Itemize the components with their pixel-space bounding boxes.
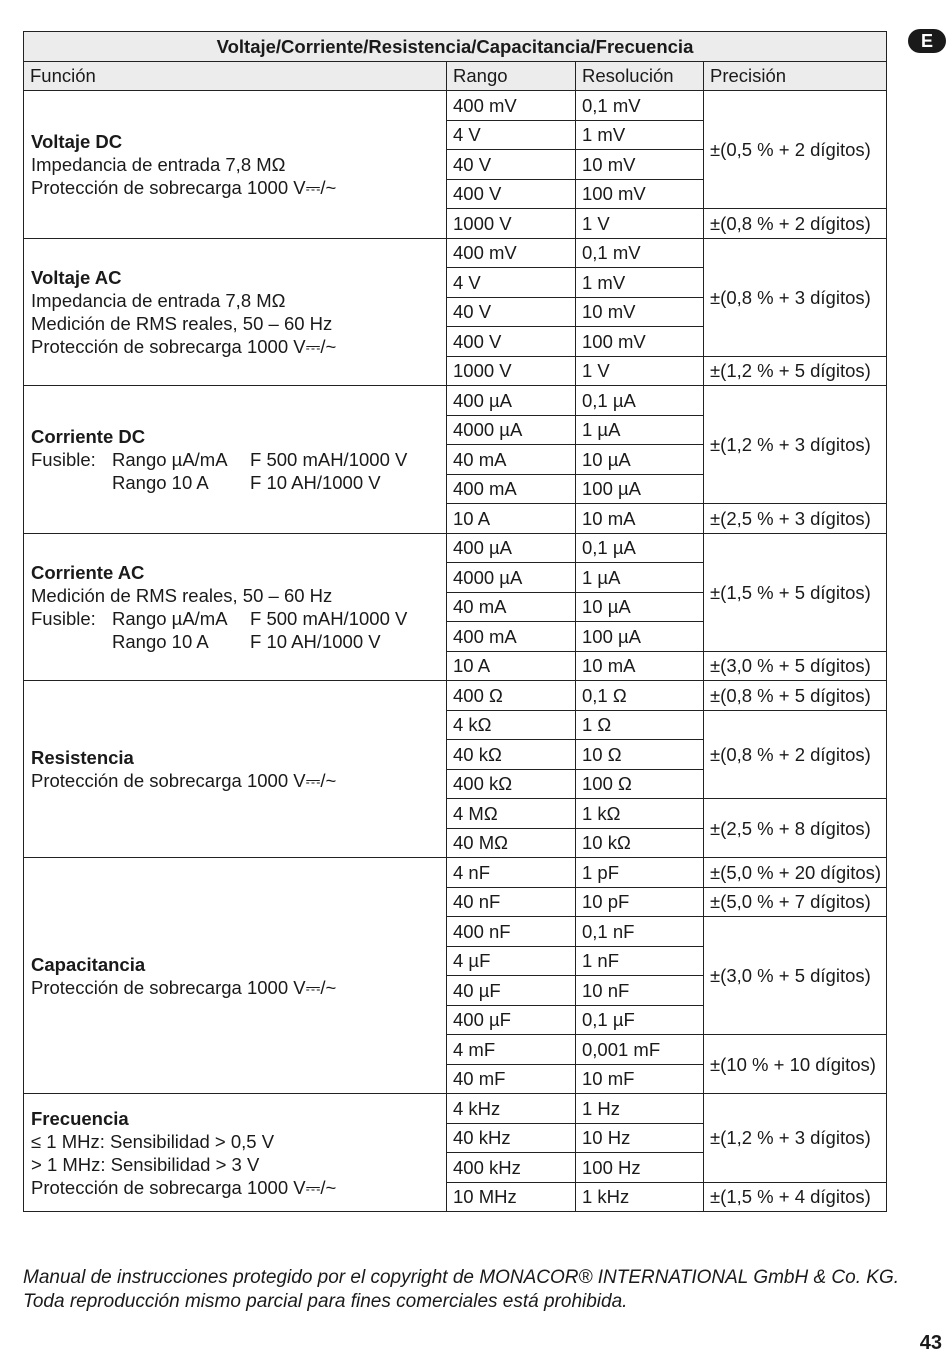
fuse-detail: Rango 10 A [112,630,209,652]
range-cell: 400 mV [447,238,576,268]
resolution-cell: 100 mV [576,179,704,209]
range-cell: 40 mF [447,1064,576,1094]
resolution-cell: 1 V [576,356,704,386]
precision-cell: ±(1,5 % + 4 dígitos) [704,1182,887,1212]
range-cell: 1000 V [447,209,576,239]
range-cell: 10 A [447,504,576,534]
range-cell: 4 nF [447,858,576,888]
precision-cell: ±(2,5 % + 8 dígitos) [704,799,887,858]
copyright-note: Manual de instrucciones protegido por el copyright de MONACOR® INTERNATIONAL GmbH & Co. KG. Toda reproducción mismo parcial para fines comerciales está prohibida. [23,1267,900,1312]
range-cell: 4000 µA [447,563,576,593]
precision-cell: ±(0,8 % + 5 dígitos) [704,681,887,711]
range-cell: 400 V [447,327,576,357]
header-rango: Rango [447,61,576,91]
resolution-cell: 10 µA [576,445,704,475]
precision-cell: ±(3,0 % + 5 dígitos) [704,917,887,1035]
resolution-cell: 10 kΩ [576,828,704,858]
resolution-cell: 0,1 µF [576,1005,704,1035]
range-cell: 400 mV [447,91,576,121]
resolution-cell: 1 kΩ [576,799,704,829]
language-badge: E [908,29,946,53]
resolution-cell: 0,001 mF [576,1035,704,1065]
function-detail: Protección de sobrecarga 1000 V⎓/~ [31,335,337,357]
range-cell: 40 nF [447,887,576,917]
fuse-detail: F 500 mAH/1000 V [250,448,408,470]
table-row [24,533,887,563]
function-cell [24,238,447,386]
resolution-cell: 1 pF [576,858,704,888]
resolution-cell: 0,1 Ω [576,681,704,711]
range-cell: 4 µF [447,946,576,976]
fuse-detail: Rango µA/mA [112,607,228,629]
resolution-cell: 10 Hz [576,1123,704,1153]
resolution-cell: 1 nF [576,946,704,976]
spec-table-body [24,32,887,1212]
function-detail: Protección de sobrecarga 1000 V⎓/~ [31,1176,337,1198]
resolution-cell: 1 V [576,209,704,239]
fuse-detail: Fusible: [31,607,96,629]
precision-cell: ±(1,5 % + 5 dígitos) [704,533,887,651]
resolution-cell: 1 kHz [576,1182,704,1212]
resolution-cell: 10 µA [576,592,704,622]
precision-cell: ±(3,0 % + 5 dígitos) [704,651,887,681]
resolution-cell: 1 µA [576,415,704,445]
precision-cell: ±(1,2 % + 3 dígitos) [704,386,887,504]
fuse-line [31,607,446,630]
header-precision: Precisión [704,61,887,91]
resolution-cell: 10 mV [576,297,704,327]
range-cell: 400 kΩ [447,769,576,799]
table-title-row [24,32,887,62]
fuse-line [31,471,446,494]
resolution-cell: 1 Ω [576,710,704,740]
range-cell: 400 V [447,179,576,209]
precision-cell: ±(10 % + 10 dígitos) [704,1035,887,1094]
range-cell: 400 µA [447,386,576,416]
resolution-cell: 10 mF [576,1064,704,1094]
function-name: Corriente AC [31,561,145,583]
function-name: Frecuencia [31,1107,129,1129]
range-cell: 400 mA [447,622,576,652]
range-cell: 4 V [447,120,576,150]
range-cell: 40 mA [447,592,576,622]
fuse-line [31,630,446,653]
resolution-cell: 10 mV [576,150,704,180]
table-row [24,858,887,888]
resolution-cell: 1 mV [576,120,704,150]
range-cell: 40 MΩ [447,828,576,858]
precision-cell: ±(0,8 % + 2 dígitos) [704,710,887,799]
range-cell: 4 V [447,268,576,298]
table-row [24,386,887,416]
resolution-cell: 0,1 µA [576,533,704,563]
header-resolucion: Resolución [576,61,704,91]
table-title: Voltaje/Corriente/Resistencia/Capacitancia/Frecuencia [24,32,887,62]
resolution-cell: 1 mV [576,268,704,298]
range-cell: 400 nF [447,917,576,947]
resolution-cell: 10 nF [576,976,704,1006]
range-cell: 40 V [447,297,576,327]
table-row [24,1094,887,1124]
precision-cell: ±(0,8 % + 3 dígitos) [704,238,887,356]
range-cell: 4 mF [447,1035,576,1065]
function-detail: Impedancia de entrada 7,8 MΩ [31,289,286,311]
function-cell [24,533,447,681]
range-cell: 4 MΩ [447,799,576,829]
precision-cell: ±(5,0 % + 7 dígitos) [704,887,887,917]
function-detail: Impedancia de entrada 7,8 MΩ [31,153,286,175]
precision-cell: ±(1,2 % + 3 dígitos) [704,1094,887,1183]
function-name: Voltaje AC [31,266,122,288]
fuse-line [31,448,446,471]
resolution-cell: 10 pF [576,887,704,917]
function-cell [24,386,447,534]
range-cell: 40 kΩ [447,740,576,770]
range-cell: 4 kΩ [447,710,576,740]
precision-cell: ±(0,8 % + 2 dígitos) [704,209,887,239]
function-cell [24,858,447,1094]
resolution-cell: 10 Ω [576,740,704,770]
resolution-cell: 10 mA [576,651,704,681]
resolution-cell: 0,1 nF [576,917,704,947]
function-detail: Protección de sobrecarga 1000 V⎓/~ [31,176,337,198]
function-detail: Medición de RMS reales, 50 – 60 Hz [31,584,333,606]
range-cell: 4000 µA [447,415,576,445]
resolution-cell: 100 Ω [576,769,704,799]
range-cell: 400 kHz [447,1153,576,1183]
resolution-cell: 100 mV [576,327,704,357]
function-cell [24,681,447,858]
table-header-row [24,61,887,91]
resolution-cell: 1 Hz [576,1094,704,1124]
resolution-cell: 0,1 mV [576,238,704,268]
table-row [24,91,887,121]
range-cell: 40 µF [447,976,576,1006]
resolution-cell: 100 µA [576,622,704,652]
precision-cell: ±(1,2 % + 5 dígitos) [704,356,887,386]
fuse-detail: F 500 mAH/1000 V [250,607,408,629]
function-detail: > 1 MHz: Sensibilidad > 3 V [31,1153,260,1175]
function-detail: Protección de sobrecarga 1000 V⎓/~ [31,770,337,791]
resolution-cell: 0,1 mV [576,91,704,121]
function-name: Capacitancia [31,953,146,975]
function-cell [24,1094,447,1212]
range-cell: 40 kHz [447,1123,576,1153]
resolution-cell: 100 µA [576,474,704,504]
range-cell: 40 V [447,150,576,180]
range-cell: 400 µF [447,1005,576,1035]
fuse-detail: Rango 10 A [112,471,209,493]
fuse-detail: F 10 AH/1000 V [250,471,381,493]
spec-table [23,31,887,1212]
resolution-cell: 100 Hz [576,1153,704,1183]
range-cell: 10 A [447,651,576,681]
function-detail: ≤ 1 MHz: Sensibilidad > 0,5 V [31,1130,275,1152]
range-cell: 4 kHz [447,1094,576,1124]
resolution-cell: 0,1 µA [576,386,704,416]
precision-cell: ±(0,5 % + 2 dígitos) [704,91,887,209]
function-detail: Medición de RMS reales, 50 – 60 Hz [31,312,333,334]
range-cell: 40 mA [447,445,576,475]
resolution-cell: 1 µA [576,563,704,593]
fuse-detail: F 10 AH/1000 V [250,630,381,652]
function-cell [24,91,447,239]
precision-cell: ±(5,0 % + 20 dígitos) [704,858,887,888]
range-cell: 1000 V [447,356,576,386]
resolution-cell: 10 mA [576,504,704,534]
function-name: Corriente DC [31,425,146,447]
range-cell: 10 MHz [447,1182,576,1212]
function-name: Voltaje DC [31,130,123,152]
table-row [24,681,887,711]
precision-cell: ±(2,5 % + 3 dígitos) [704,504,887,534]
header-funcion: Función [24,61,447,91]
range-cell: 400 Ω [447,681,576,711]
table-row [24,238,887,268]
function-detail: Protección de sobrecarga 1000 V⎓/~ [31,976,337,998]
fuse-detail: Fusible: [31,448,96,470]
function-name: Resistencia [31,747,134,768]
range-cell: 400 µA [447,533,576,563]
page-number: 43 [919,1332,942,1354]
fuse-detail: Rango µA/mA [112,448,228,470]
range-cell: 400 mA [447,474,576,504]
